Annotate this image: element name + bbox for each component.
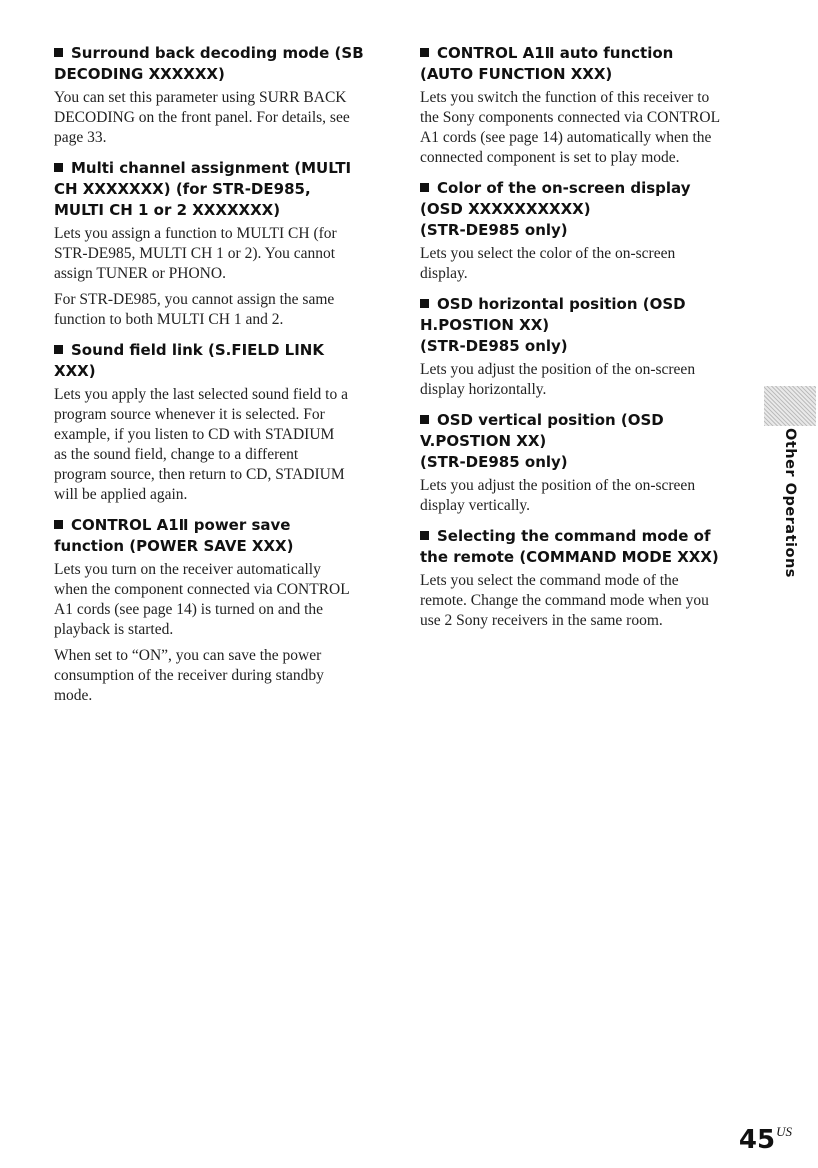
paragraph-line: will be applied again.: [54, 486, 188, 503]
section: [420, 43, 750, 168]
paragraph-line: Lets you select the command mode of the: [420, 572, 679, 589]
heading-text: (OSD XXXXXXXXXX): [420, 200, 591, 218]
section-heading: [54, 340, 384, 382]
section-heading: [420, 43, 750, 85]
paragraph-line: Lets you apply the last selected sound field to a: [54, 386, 348, 403]
paragraph-line: connected component is set to play mode.: [420, 149, 680, 166]
heading-text: (AUTO FUNCTION XXX): [420, 65, 613, 83]
heading-text: Sound field link (S.FIELD LINK: [71, 341, 324, 359]
section-heading: [420, 178, 750, 241]
heading-line: [420, 199, 750, 220]
heading-line: [54, 179, 384, 200]
heading-text: Selecting the command mode of: [437, 527, 711, 545]
square-bullet-icon: [54, 345, 63, 354]
heading-text: (STR-DE985 only): [420, 337, 568, 355]
section: [420, 410, 750, 516]
section-heading: [420, 526, 750, 568]
paragraph-line: use 2 Sony receivers in the same room.: [420, 612, 663, 629]
paragraph-line: page 33.: [54, 129, 107, 146]
body-paragraph: [54, 385, 384, 505]
heading-line: [420, 452, 750, 473]
body-paragraph: [420, 476, 750, 516]
heading-text: Surround back decoding mode (SB: [71, 44, 364, 62]
square-bullet-icon: [54, 48, 63, 57]
square-bullet-icon: [420, 415, 429, 424]
paragraph-line: the Sony components connected via CONTROL: [420, 109, 721, 126]
body-paragraph: [54, 646, 384, 706]
body-paragraph: [54, 560, 384, 640]
heading-line: [54, 64, 384, 85]
paragraph-line: function to both MULTI CH 1 and 2.: [54, 311, 284, 328]
heading-text: V.POSTION XX): [420, 432, 547, 450]
heading-line: [420, 294, 750, 315]
heading-line: [420, 220, 750, 241]
heading-line: [420, 315, 750, 336]
heading-text: MULTI CH 1 or 2 XXXXXXX): [54, 201, 281, 219]
page-number-value: 45: [738, 1125, 776, 1155]
paragraph-line: Lets you adjust the position of the on-screen: [420, 361, 696, 378]
paragraph-line: program source whenever it is selected. For: [54, 406, 325, 423]
heading-line: [420, 336, 750, 357]
side-tab-marker: [764, 386, 816, 426]
section: [54, 158, 384, 330]
paragraph-line: display.: [420, 265, 468, 282]
section-heading: [420, 410, 750, 473]
square-bullet-icon: [420, 48, 429, 57]
paragraph-line: Lets you select the color of the on-screen: [420, 245, 676, 262]
paragraph-line: Lets you turn on the receiver automatically: [54, 561, 321, 578]
paragraph-line: display vertically.: [420, 497, 531, 514]
paragraph-line: remote. Change the command mode when you: [420, 592, 709, 609]
section-heading: [420, 294, 750, 357]
section-heading: [54, 515, 384, 557]
paragraph-line: playback is started.: [54, 621, 174, 638]
heading-text: OSD vertical position (OSD: [437, 411, 664, 429]
paragraph-line: You can set this parameter using SURR BACK: [54, 89, 347, 106]
square-bullet-icon: [54, 163, 63, 172]
section-heading: [54, 43, 384, 85]
heading-text: (STR-DE985 only): [420, 221, 568, 239]
heading-text: CH XXXXXXX) (for STR-DE985,: [54, 180, 311, 198]
paragraph-line: A1 cords (see page 14) is turned on and the: [54, 601, 324, 618]
square-bullet-icon: [420, 531, 429, 540]
paragraph-line: example, if you listen to CD with STADIUM: [54, 426, 335, 443]
heading-line: [420, 526, 750, 547]
heading-line: [420, 431, 750, 452]
paragraph-line: When set to “ON”, you can save the power: [54, 647, 322, 664]
paragraph-line: Lets you switch the function of this receiver to: [420, 89, 710, 106]
heading-line: [54, 515, 384, 536]
section: [420, 178, 750, 284]
page-number-suffix: US: [776, 1124, 792, 1139]
heading-text: H.POSTION XX): [420, 316, 550, 334]
paragraph-line: DECODING on the front panel. For details, see: [54, 109, 350, 126]
heading-text: Multi channel assignment (MULTI: [71, 159, 352, 177]
side-tab-label: Other Operations: [782, 428, 798, 578]
paragraph-line: when the component connected via CONTROL: [54, 581, 350, 598]
body-paragraph: [54, 290, 384, 330]
paragraph-line: program source, then return to CD, STADIUM: [54, 466, 345, 483]
heading-line: [420, 547, 750, 568]
heading-line: [54, 43, 384, 64]
body-paragraph: [54, 88, 384, 148]
section: [420, 526, 750, 631]
paragraph-line: mode.: [54, 687, 93, 704]
heading-line: [420, 64, 750, 85]
heading-text: CONTROL A1Ⅱ auto function: [437, 44, 674, 62]
page-number: [739, 1124, 792, 1155]
left-column: [54, 43, 384, 716]
paragraph-line: STR-DE985, MULTI CH 1 or 2). You cannot: [54, 245, 336, 262]
paragraph-line: assign TUNER or PHONO.: [54, 265, 226, 282]
section: [54, 340, 384, 505]
heading-line: [54, 158, 384, 179]
heading-line: [420, 178, 750, 199]
body-paragraph: [420, 244, 750, 284]
paragraph-line: as the sound field, change to a different: [54, 446, 299, 463]
paragraph-line: Lets you adjust the position of the on-screen: [420, 477, 696, 494]
body-paragraph: [420, 571, 750, 631]
heading-text: function (POWER SAVE XXX): [54, 537, 294, 555]
heading-text: CONTROL A1Ⅱ power save: [71, 516, 291, 534]
square-bullet-icon: [54, 520, 63, 529]
section: [420, 294, 750, 400]
square-bullet-icon: [420, 299, 429, 308]
paragraph-line: A1 cords (see page 14) automatically when the: [420, 129, 712, 146]
square-bullet-icon: [420, 183, 429, 192]
body-paragraph: [420, 88, 750, 168]
section: [54, 43, 384, 148]
heading-text: XXX): [54, 362, 96, 380]
heading-line: [54, 340, 384, 361]
paragraph-line: For STR-DE985, you cannot assign the same: [54, 291, 335, 308]
heading-line: [54, 536, 384, 557]
right-column: [420, 43, 750, 641]
heading-text: (STR-DE985 only): [420, 453, 568, 471]
heading-text: OSD horizontal position (OSD: [437, 295, 686, 313]
heading-line: [420, 410, 750, 431]
heading-text: the remote (COMMAND MODE XXX): [420, 548, 719, 566]
heading-text: DECODING XXXXXX): [54, 65, 225, 83]
paragraph-line: Lets you assign a function to MULTI CH (for: [54, 225, 337, 242]
body-paragraph: [54, 224, 384, 284]
heading-line: [54, 361, 384, 382]
heading-line: [420, 43, 750, 64]
section-heading: [54, 158, 384, 221]
heading-text: Color of the on-screen display: [437, 179, 691, 197]
paragraph-line: display horizontally.: [420, 381, 547, 398]
section: [54, 515, 384, 706]
heading-line: [54, 200, 384, 221]
body-paragraph: [420, 360, 750, 400]
paragraph-line: consumption of the receiver during standby: [54, 667, 324, 684]
